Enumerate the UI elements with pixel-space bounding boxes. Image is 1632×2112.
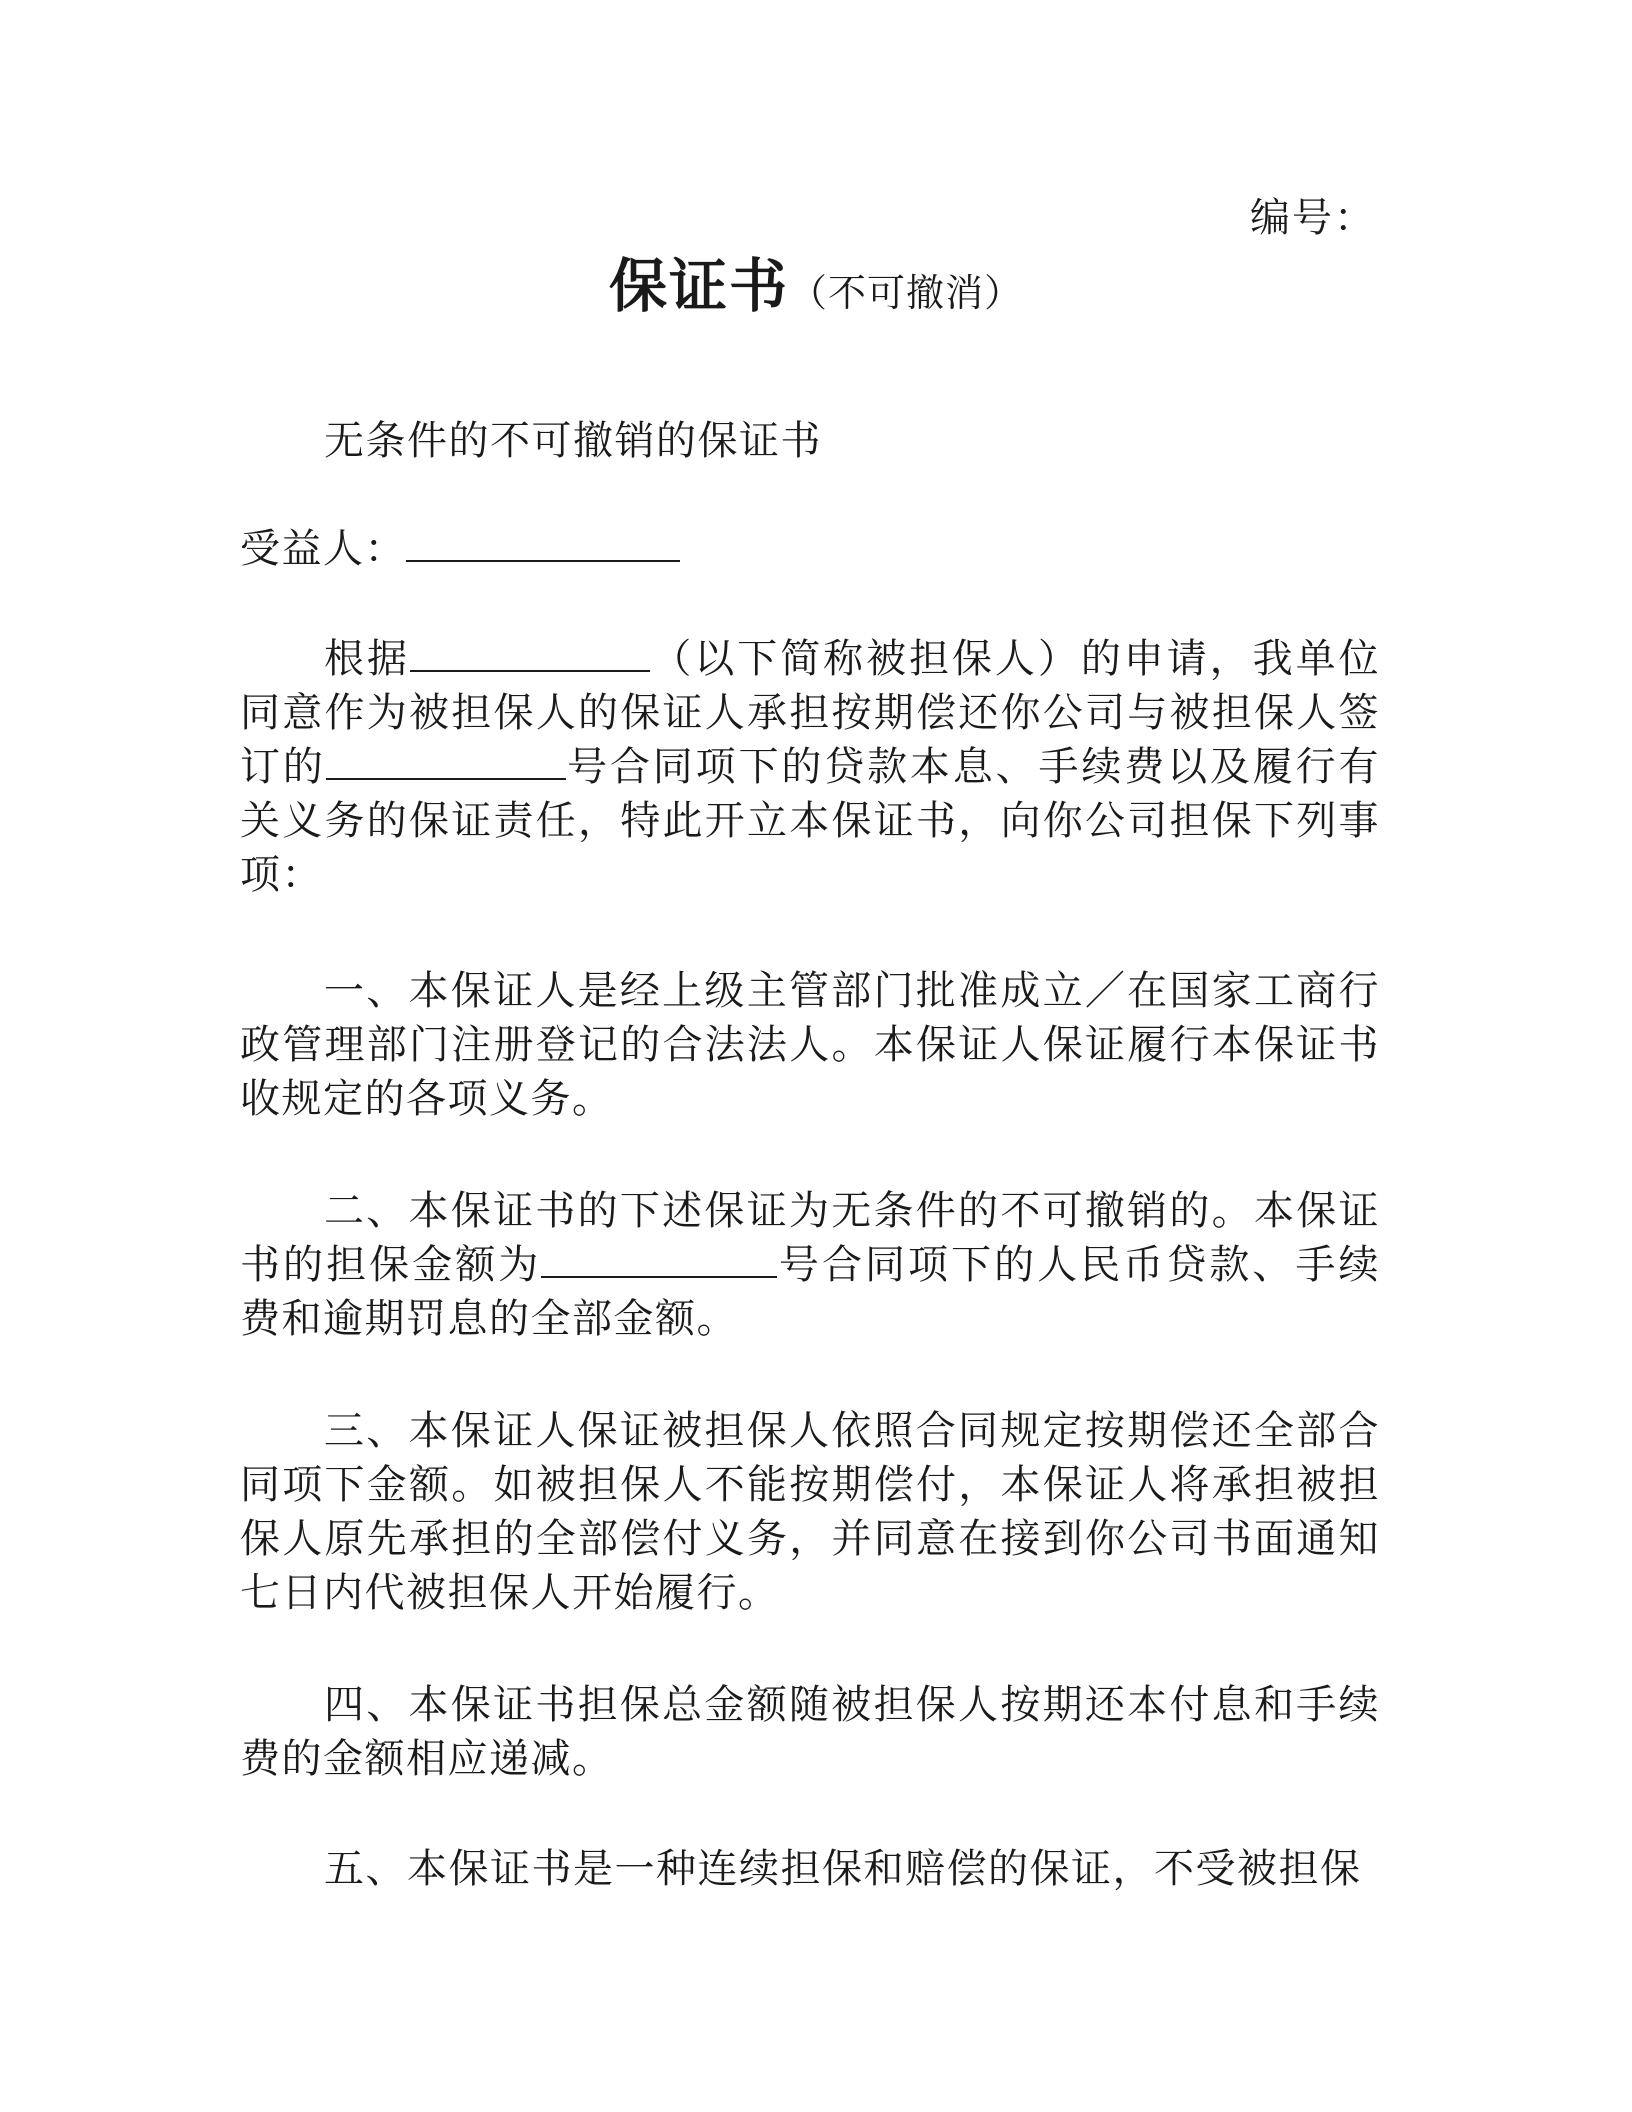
- clause-2-part1: 二、本保证书的下述保证为无条件的不可撤销的。本保证书的担保金额为: [240, 1188, 1380, 1288]
- contract-number-blank: [326, 740, 566, 780]
- intro-part1: 根据: [324, 636, 410, 682]
- title-sub: （不可撤消）: [789, 271, 1024, 315]
- clause-4: 四、本保证书担保总金额随被担保人按期还本付息和手续费的金额相应递减。: [240, 1682, 1380, 1782]
- clause-2-part2: 号合同项下的人民币贷款、手续费和逾期罚息的全部金额。: [240, 1242, 1381, 1342]
- clause-1: 一、本保证人是经上级主管部门批准成立／在国家工商行政管理部门注册登记的合法法人。本保证人保证履行本保证书收规定的各项义务。: [240, 968, 1380, 1122]
- clause-2: [240, 1184, 1380, 1346]
- document-title: [0, 248, 1632, 339]
- title-main: 保证书: [608, 252, 789, 320]
- subtitle-line: 无条件的不可撤销的保证书: [324, 418, 822, 464]
- guaranteed-party-blank: [410, 632, 650, 672]
- clause-5: 五、本保证书是一种连续担保和赔偿的保证，不受被担保: [324, 1846, 1362, 1892]
- document-number-label: 编号：: [1250, 195, 1376, 241]
- beneficiary-blank: [406, 522, 680, 562]
- amount-contract-blank: [541, 1238, 777, 1278]
- intro-part3: 号合同项下的贷款本息、手续费以及履行有关义务的保证责任，特此开立本保证书，向你公司担保下列事项：: [240, 744, 1381, 898]
- intro-paragraph: [240, 632, 1380, 902]
- intro-part2: （以下简称被担保人）的申请，我单位同意作为被担保人的保证人承担按期偿还你公司与被担保人签订的: [240, 636, 1381, 790]
- clause-3: 三、本保证人保证被担保人依照合同规定按期偿还全部合同项下金额。如被担保人不能按期偿付，本保证人将承担被担保人原先承担的全部偿付义务，并同意在接到你公司书面通知七日内代被担保人开始履行。: [240, 1408, 1380, 1616]
- beneficiary-line: [240, 522, 1380, 576]
- beneficiary-label: 受益人：: [240, 526, 406, 572]
